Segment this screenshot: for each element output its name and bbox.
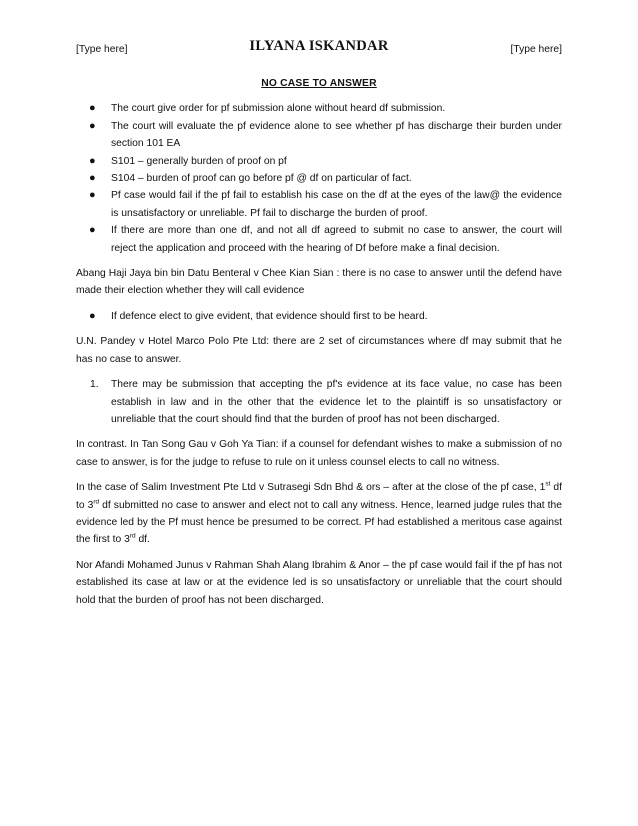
header-right-placeholder[interactable]: [Type here] bbox=[510, 44, 562, 55]
list-item: ● The court give order for pf submission alone without heard df submission. bbox=[76, 100, 562, 117]
bullet-icon: ● bbox=[89, 172, 96, 185]
list-number: 1. bbox=[90, 379, 99, 391]
list-item: ● If there are more than one df, and not all df agreed to submit no case to answer, the court will reject the application and proceed with the hearing of Df before make a final decision. bbox=[89, 224, 562, 254]
document-title: NO CASE TO ANSWER bbox=[261, 78, 377, 89]
header-left-placeholder[interactable]: [Type here] bbox=[76, 44, 128, 55]
list-item: ● S104 – burden of proof can go before pf @ df on particular of fact. bbox=[76, 170, 562, 187]
bullet-icon: ● bbox=[89, 119, 96, 132]
bullet-list-main bbox=[76, 100, 562, 257]
paragraph-pandey: U.N. Pandey v Hotel Marco Polo Pte Ltd: there are 2 set of circumstances where df may submit that he has no case to answer. bbox=[76, 336, 562, 365]
list-item: 1. There may be submission that accepting the pf's evidence at its face value, no case has been establish in law and in the other that the evidence let to the plaintiff is so unsatisfactory or unreliable that the court should find that the burden of proof has not been discharged. bbox=[76, 376, 562, 428]
document-body bbox=[76, 75, 562, 609]
page-header bbox=[76, 38, 562, 58]
paragraph-tan-song-gau: In contrast. In Tan Song Gau v Goh Ya Tian: if a counsel for defendant wishes to make a submission of no case to answer, is for the judge to refuse to rule on it unless counsel elects to call no witness. bbox=[76, 439, 562, 468]
bullet-icon: ● bbox=[89, 154, 96, 167]
bullet-icon: ● bbox=[89, 224, 96, 237]
bullet-icon: ● bbox=[89, 189, 96, 202]
paragraph-nor-afandi: Nor Afandi Mohamed Junus v Rahman Shah Alang Ibrahim & Anor – the pf case would fail if the pf has not established its case at law or at the evidence led is so unsatisfactory or unreliable that the court should hold that the burden of proof has not been discharged. bbox=[76, 559, 562, 606]
list-item: ● If defence elect to give evident, that evidence should first to be heard. bbox=[76, 308, 562, 325]
paragraph-abang-haji-jaya: Abang Haji Jaya bin bin Datu Benteral v Chee Kian Sian : there is no case to answer until the defend have made their election whether they will call evidence bbox=[76, 268, 562, 297]
bullet-list-defence bbox=[76, 308, 562, 325]
bullet-icon: ● bbox=[89, 102, 96, 115]
list-item: ● Pf case would fail if the pf fail to establish his case on the df at the eyes of the law@ the evidence is unsatisfactory or unreliable. Pf fail to discharge the burden of proof. bbox=[89, 189, 562, 219]
numbered-list bbox=[76, 376, 562, 428]
list-item: ● The court will evaluate the pf evidence alone to see whether pf has discharge their burden under section 101 EA bbox=[89, 119, 562, 150]
bullet-icon: ● bbox=[89, 309, 96, 322]
header-author-name: ILYANA ISKANDAR bbox=[249, 38, 389, 54]
paragraph-salim-investment: In the case of Salim Investment Pte Ltd v Sutrasegi Sdn Bhd & ors – after at the close of the pf case, 1st df to 3rd df submitted no case to answer and elect not to call any witness. Hence, learned judge rules that the evidence led by the Pf must hence be presumed to be correct. Pf had established a meritous case against the first to 3rd df. bbox=[76, 480, 563, 546]
list-item: ● S101 – generally burden of proof on pf bbox=[76, 153, 562, 170]
